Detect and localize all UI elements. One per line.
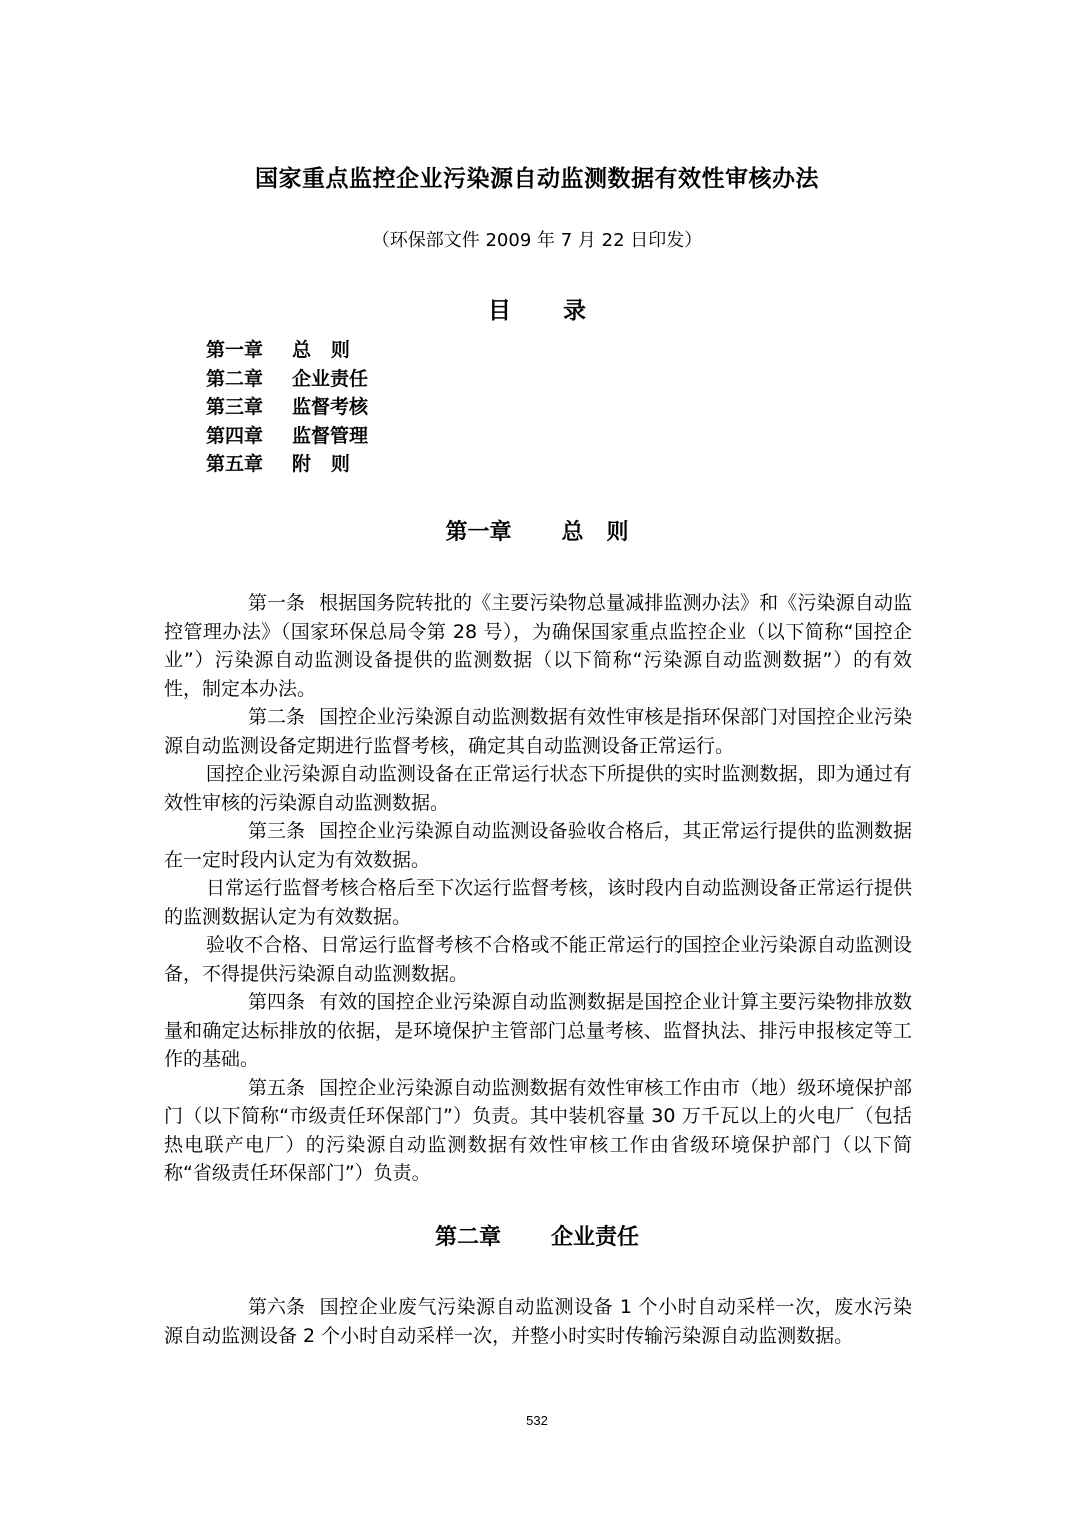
chapter-2-heading bbox=[0, 1220, 1074, 1251]
paragraph-text: 国控企业污染源自动监测设备在正常运行状态下所提供的实时监测数据，即为通过有效性审核的污染源自动监测数据。 bbox=[164, 763, 912, 814]
paragraph bbox=[164, 988, 912, 1074]
table-of-contents bbox=[206, 336, 368, 479]
paragraph bbox=[164, 703, 912, 760]
toc-heading-right: 录 bbox=[563, 298, 586, 324]
toc-item-title: 企业责任 bbox=[292, 367, 369, 390]
paragraph bbox=[164, 589, 912, 703]
paragraph-text: 验收不合格、日常运行监督考核不合格或不能正常运行的国控企业污染源自动监测设备，不得提供污染源自动监测数据。 bbox=[164, 934, 912, 985]
article-number: 第四条 bbox=[248, 991, 306, 1013]
paragraph-text: 国控企业废气污染源自动监测设备 1 个小时自动采样一次，废水污染源自动监测设备 2 个小时自动采样一次，并整小时实时传输污染源自动监测数据。 bbox=[164, 1296, 912, 1347]
page-number: 532 bbox=[526, 1413, 548, 1428]
toc-item-number: 第四章 bbox=[206, 424, 264, 447]
toc-item-title: 监督考核 bbox=[292, 396, 369, 418]
toc-heading-left: 目 bbox=[488, 298, 511, 324]
toc-item-title: 总 则 bbox=[292, 339, 350, 361]
document-title: 国家重点监控企业污染源自动监测数据有效性审核办法 bbox=[255, 166, 819, 192]
toc-item bbox=[206, 393, 368, 422]
toc-item bbox=[206, 336, 368, 365]
article-number: 第三条 bbox=[248, 820, 306, 842]
article-number: 第五条 bbox=[248, 1076, 306, 1099]
paragraph-text: 国控企业污染源自动监测数据有效性审核工作由市（地）级环境保护部门（以下简称“市级责任环保部门”）负责。其中装机容量 30 万千瓦以上的火电厂（包括热电联产电厂）的污染源自动监测数据有效性审核工作由省级环境保护部门（以下简称“省级责任环保部门”）负责。 bbox=[164, 1076, 912, 1184]
chapter-number: 第二章 bbox=[434, 1225, 501, 1250]
chapter-2-body bbox=[164, 1293, 912, 1350]
chapter-title: 总 则 bbox=[561, 520, 629, 545]
toc-item-title: 附 则 bbox=[292, 453, 350, 475]
toc-item-title: 监督管理 bbox=[292, 424, 369, 447]
paragraph bbox=[164, 1293, 912, 1350]
toc-heading bbox=[0, 292, 1074, 325]
article-number: 第六条 bbox=[248, 1296, 306, 1318]
paragraph-text: 国控企业污染源自动监测数据有效性审核是指环保部门对国控企业污染源自动监测设备定期进行监督考核，确定其自动监测设备正常运行。 bbox=[164, 706, 912, 757]
chapter-number: 第一章 bbox=[445, 520, 512, 545]
paragraph bbox=[164, 1074, 912, 1188]
paragraph bbox=[164, 760, 912, 817]
paragraph bbox=[164, 874, 912, 931]
toc-item-number: 第一章 bbox=[206, 339, 264, 361]
paragraph-text: 国控企业污染源自动监测设备验收合格后，其正常运行提供的监测数据在一定时段内认定为有效数据。 bbox=[164, 820, 912, 871]
toc-item bbox=[206, 450, 368, 479]
toc-item-number: 第五章 bbox=[206, 453, 264, 475]
toc-item bbox=[206, 422, 368, 451]
paragraph-text: 日常运行监督考核合格后至下次运行监督考核，该时段内自动监测设备正常运行提供的监测数据认定为有效数据。 bbox=[164, 877, 912, 928]
article-number: 第一条 bbox=[248, 592, 306, 614]
toc-item-number: 第三章 bbox=[206, 396, 264, 418]
paragraph bbox=[164, 931, 912, 988]
toc-item bbox=[206, 365, 368, 394]
chapter-1-body bbox=[164, 589, 912, 1188]
paragraph-text: 根据国务院转批的《主要污染物总量减排监测办法》和《污染源自动监控管理办法》（国家环保总局令第 28 号），为确保国家重点监控企业（以下简称“国控企业”）污染源自动监测设备提供的监测数据（以下简称“污染源自动监测数据”）的有效性，制定本办法。 bbox=[164, 592, 912, 700]
toc-item-number: 第二章 bbox=[206, 367, 264, 390]
document-subtitle: （环保部文件 2009 年 7 月 22 日印发） bbox=[371, 230, 703, 251]
paragraph-text: 有效的国控企业污染源自动监测数据是国控企业计算主要污染物排放数量和确定达标排放的依据，是环境保护主管部门总量考核、监督执法、排污申报核定等工作的基础。 bbox=[164, 991, 912, 1070]
chapter-title: 企业责任 bbox=[551, 1225, 640, 1250]
article-number: 第二条 bbox=[248, 706, 306, 728]
paragraph bbox=[164, 817, 912, 874]
chapter-1-heading bbox=[0, 515, 1074, 546]
